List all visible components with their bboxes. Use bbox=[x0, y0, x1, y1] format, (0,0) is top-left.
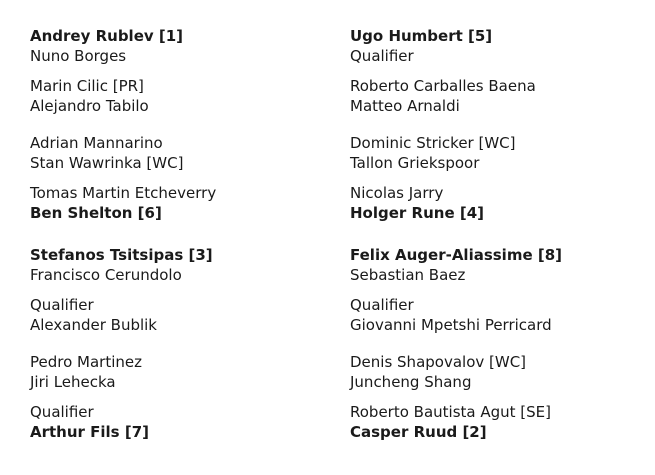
draw-column-right bbox=[350, 26, 650, 442]
player-entry: Pedro Martinez bbox=[30, 353, 143, 371]
player-entry: Qualifier bbox=[350, 296, 414, 314]
player-entry: Nicolas Jarry bbox=[350, 184, 444, 202]
player-entry-seeded: Felix Auger-Aliassime [8] bbox=[350, 246, 562, 264]
player-entry: Jiri Lehecka bbox=[30, 373, 116, 391]
draw-column-left bbox=[30, 26, 330, 442]
player-entry: Juncheng Shang bbox=[350, 373, 472, 391]
player-entry: Alejandro Tabilo bbox=[30, 97, 149, 115]
player-entry: Dominic Stricker [WC] bbox=[350, 134, 516, 152]
player-entry-seeded: Arthur Fils [7] bbox=[30, 423, 149, 441]
player-entry: Tomas Martin Etcheverry bbox=[30, 184, 217, 202]
player-entry-seeded: Ugo Humbert [5] bbox=[350, 27, 493, 45]
player-entry: Matteo Arnaldi bbox=[350, 97, 460, 115]
player-entry: Stan Wawrinka [WC] bbox=[30, 154, 184, 172]
player-entry: Qualifier bbox=[30, 296, 94, 314]
player-entry: Roberto Carballes Baena bbox=[350, 77, 536, 95]
player-entry: Tallon Griekspoor bbox=[350, 154, 480, 172]
player-entry-seeded: Stefanos Tsitsipas [3] bbox=[30, 246, 213, 264]
player-entry-seeded: Holger Rune [4] bbox=[350, 204, 484, 222]
player-entry: Qualifier bbox=[30, 403, 94, 421]
player-entry: Giovanni Mpetshi Perricard bbox=[350, 316, 552, 334]
player-entry: Marin Cilic [PR] bbox=[30, 77, 144, 95]
player-entry: Alexander Bublik bbox=[30, 316, 157, 334]
player-entry: Adrian Mannarino bbox=[30, 134, 163, 152]
player-entry-seeded: Ben Shelton [6] bbox=[30, 204, 162, 222]
player-entry: Nuno Borges bbox=[30, 47, 127, 65]
player-entry-seeded: Casper Ruud [2] bbox=[350, 423, 487, 441]
player-entry: Denis Shapovalov [WC] bbox=[350, 353, 527, 371]
player-entry: Qualifier bbox=[350, 47, 414, 65]
player-entry: Francisco Cerundolo bbox=[30, 266, 182, 284]
player-entry: Sebastian Baez bbox=[350, 266, 466, 284]
player-entry-seeded: Andrey Rublev [1] bbox=[30, 27, 184, 45]
player-entry: Roberto Bautista Agut [SE] bbox=[350, 403, 552, 421]
